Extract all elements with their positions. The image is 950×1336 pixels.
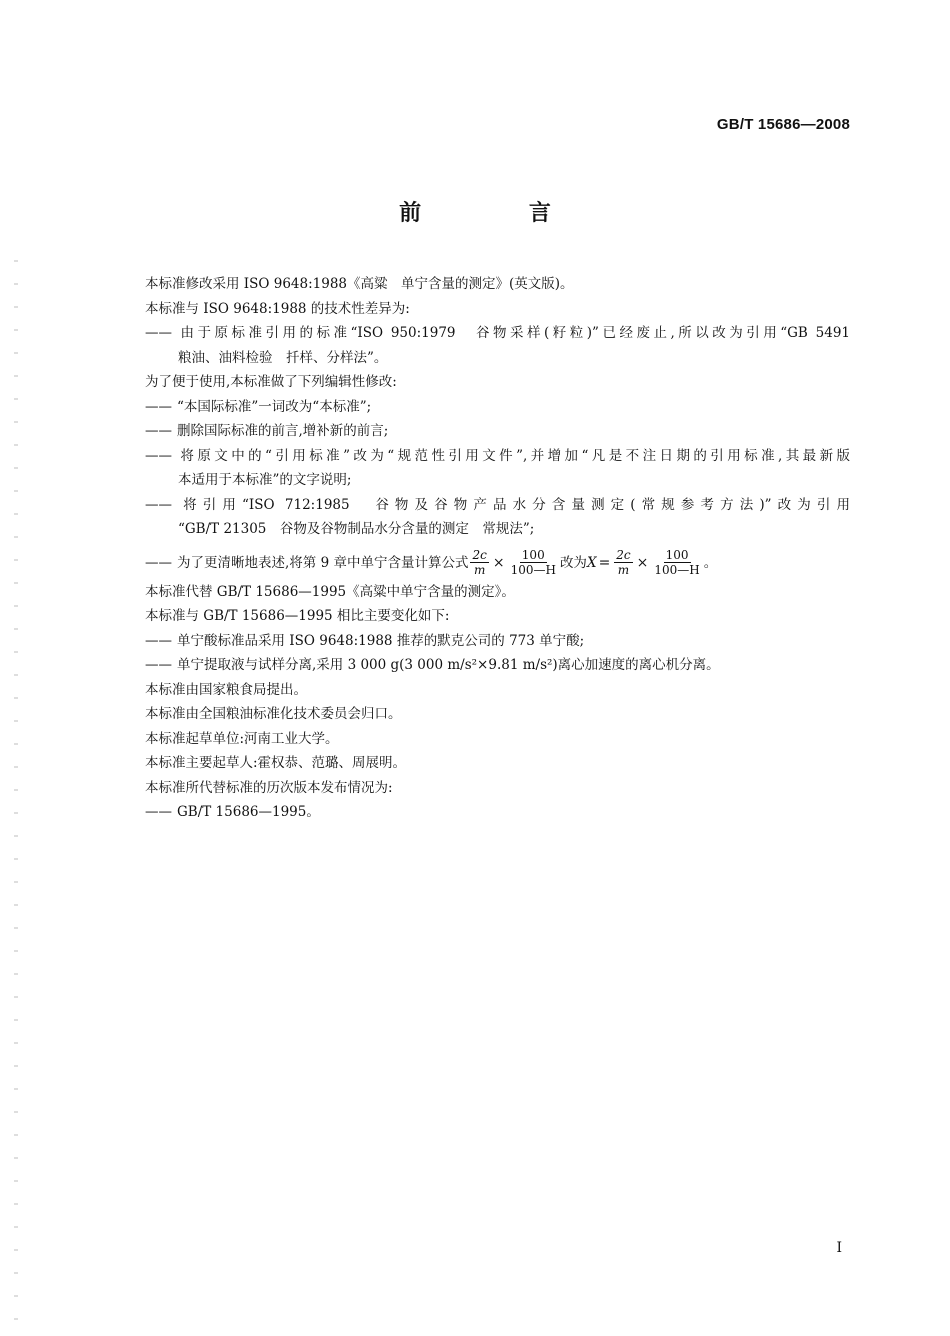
list-item: —— 单宁提取液与试样分离,采用 3 000 g(3 000 m/s²×9.81 m/s²)离心加速度的离心机分离。 [145, 657, 720, 673]
paragraph: 本标准由国家粮食局提出。 [145, 681, 307, 698]
list-item: —— 删除国际标准的前言,增补新的前言; [145, 423, 389, 439]
paragraph: 本标准代替 GB/T 15686—1995《高粱中单宁含量的测定》。 [145, 583, 515, 600]
paragraph: 本标准主要起草人:霍权恭、范璐、周展明。 [145, 755, 407, 771]
fraction-2c-over-m: $\frac{2c}{m}$ [616, 548, 631, 577]
list-item-continuation: “GB/T 21305 谷物及谷物制品水分含量的测定 常规法”; [178, 521, 535, 537]
foreword-body [145, 272, 850, 825]
list-item: —— 单宁酸标准品采用 ISO 9648:1988 推荐的默克公司的 773 单宁酸; [145, 632, 585, 649]
formula-variable-x: X [586, 554, 597, 571]
formula-middle: 改为 [559, 554, 587, 571]
list-item: —— GB/T 15686—1995。 [145, 804, 320, 820]
standard-code: GB/T 15686—2008 [716, 116, 850, 133]
paragraph: 本标准与 GB/T 15686—1995 相比主要变化如下: [145, 608, 450, 624]
page-title: 前 言 [399, 201, 601, 226]
formula-prefix: 为了更清晰地表述,将第 9 章中单宁含量计算公式 [177, 554, 469, 571]
list-item-continuation: 本适用于本标准”的文字说明; [178, 472, 352, 488]
page-number: I [836, 1240, 842, 1256]
fraction-2c-over-m: $\frac{2c}{m}$ [472, 548, 487, 577]
paragraph: 本标准起草单位:河南工业大学。 [145, 730, 339, 747]
paragraph: 本标准由全国粮油标准化技术委员会归口。 [145, 706, 402, 722]
fraction-100-over-100-minus-h: $\frac{100}{100—H}$ [654, 548, 700, 577]
formula-line: —— 为了更清晰地表述,将第 9 章中单宁含量计算公式 $\frac{2c}{m}$ × $\frac{100}{100—H}$ 改为 X = $\frac{2c}{m}$ × $\frac{100}{100—H}$ 。 [145, 546, 850, 580]
paragraph: 本标准所代替标准的历次版本发布情况为: [145, 779, 393, 796]
list-item: —— 将原文中的“引用标准”改为“规范性引用文件”,并增加“凡是不注日期的引用标准,其最新版 [145, 447, 850, 464]
list-item: —— 由于原标准引用的标准“ISO 950:1979 谷物采样(籽粒)”已经废止,所以改为引用“GB 5491 [145, 325, 850, 341]
fraction-100-over-100-minus-h: $\frac{100}{100—H}$ [510, 548, 556, 577]
paragraph: 本标准与 ISO 9648:1988 的技术性差异为: [145, 300, 410, 317]
list-item: —— “本国际标准”一词改为“本标准”; [145, 398, 372, 415]
paragraph: 为了便于使用,本标准做了下列编辑性修改: [145, 374, 397, 390]
scan-artifact [14, 260, 18, 1320]
list-item-continuation: 粮油、油料检验 扦样、分样法”。 [178, 349, 388, 366]
list-item: —— 将引用“ISO 712:1985 谷物及谷物产品水分含量测定(常规参考方法)”改为引用 [145, 496, 850, 513]
paragraph: 本标准修改采用 ISO 9648:1988《高粱 单宁含量的测定》(英文版)。 [145, 276, 574, 292]
